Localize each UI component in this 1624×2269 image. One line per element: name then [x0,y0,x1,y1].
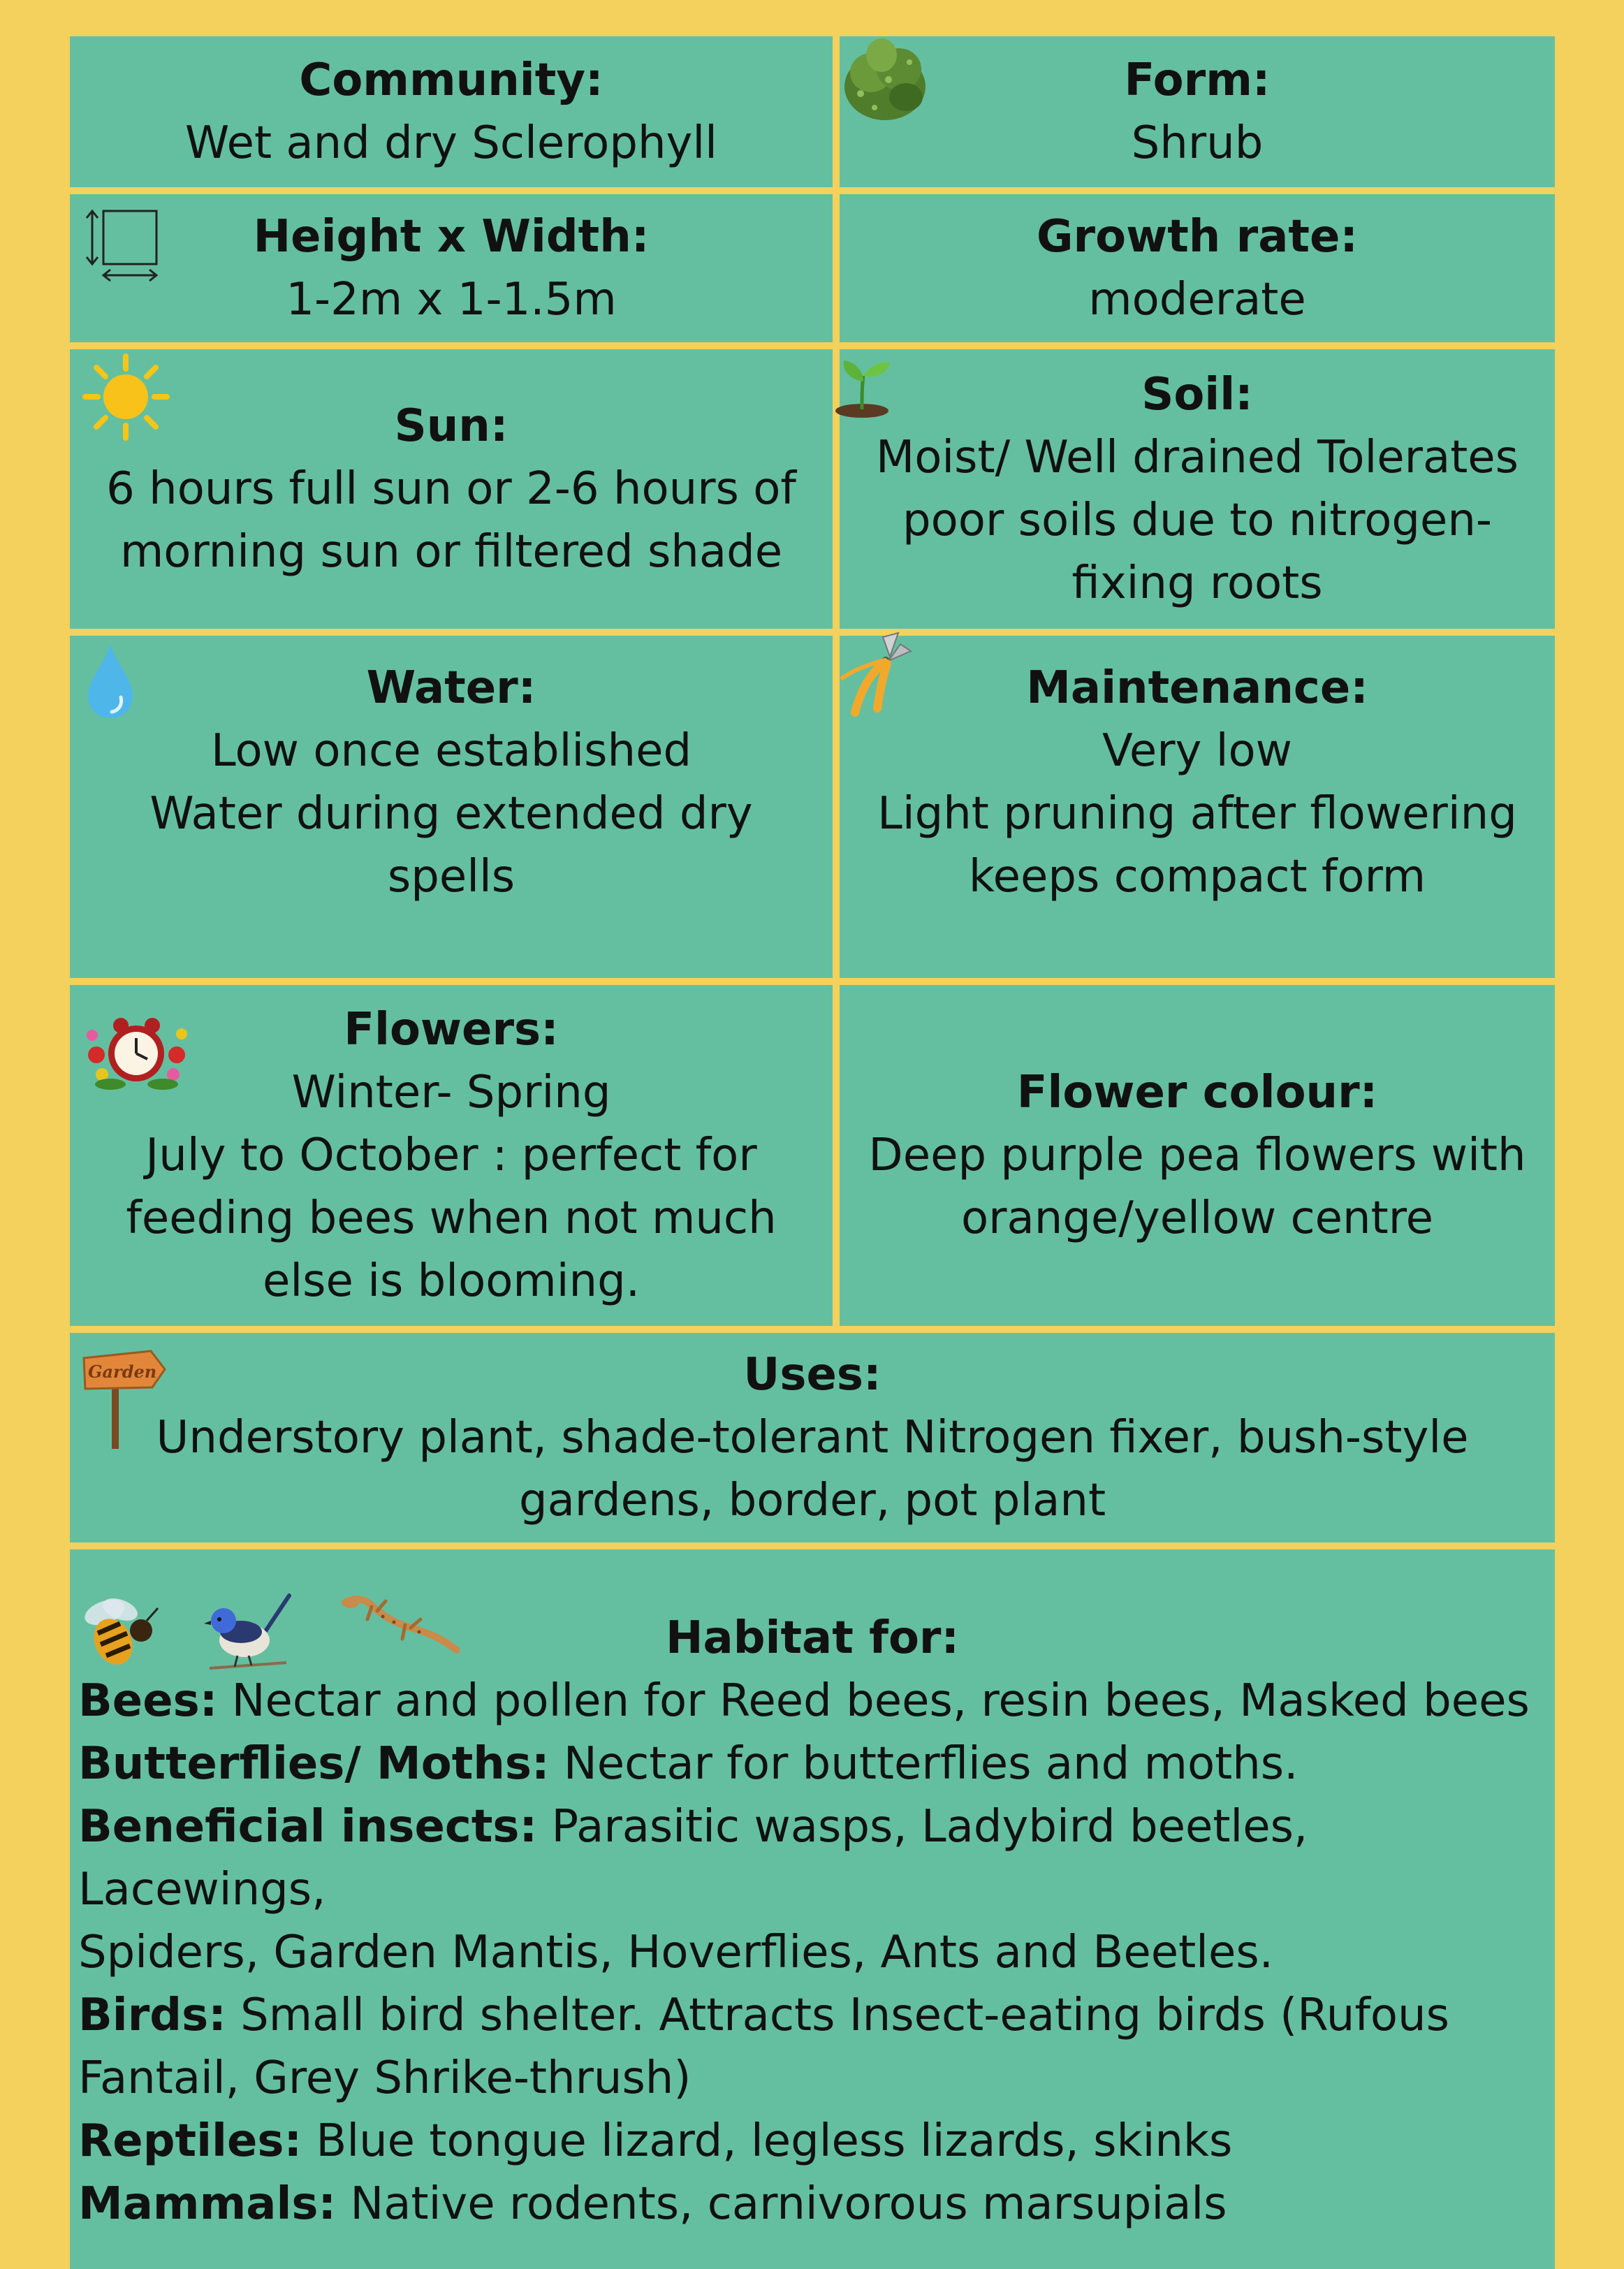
growth-value: moderate [1088,274,1306,326]
uses-heading: Uses: [743,1349,882,1401]
seedling-icon [834,355,893,418]
flower-colour-heading: Flower colour: [1016,1067,1378,1118]
soil-heading: Soil: [1141,369,1253,421]
soil-cell [840,349,1555,629]
uses-line-2: gardens, border, pot plant [518,1475,1106,1526]
soil-line-2: poor soils due to nitrogen- [902,495,1492,546]
growth-heading: Growth rate: [1037,211,1358,263]
maintenance-line-1: Very low [1102,725,1292,777]
habitat-list [70,1670,1555,2235]
flowers-cell [70,985,833,1326]
size-cell [70,194,833,342]
form-heading: Form: [1124,54,1271,106]
habitat-line: Butterflies/ Moths: Nectar for butterflies and moths. [78,1738,1299,1790]
flower-colour-line-1: Deep purple pea flowers with [868,1130,1526,1181]
pruners-icon [834,630,914,717]
alarm-clock-flowers-icon [82,1014,191,1091]
habitat-line: Fantail, Grey Shrike-thrush) [78,2052,692,2104]
water-line-3: spells [387,851,515,903]
habitat-line: Bees: Nectar and pollen for Reed bees, resin bees, Masked bees [78,1675,1530,1727]
flowers-line-2: July to October : perfect for [145,1130,757,1181]
maintenance-line-3: keeps compact form [968,851,1426,903]
water-drop-icon [82,641,138,722]
soil-line-1: Moist/ Well drained Tolerates [875,432,1519,483]
habitat-line: Spiders, Garden Mantis, Hoverflies, Ants and Beetles. [78,1927,1273,1978]
community-value: Wet and dry Sclerophyll [185,117,717,169]
flowers-line-4: else is blooming. [262,1255,641,1307]
wren-bird-icon [203,1593,293,1677]
uses-line-1: Understory plant, shade-tolerant Nitrogen fixer, bush-style [156,1412,1469,1464]
maintenance-heading: Maintenance: [1026,662,1368,714]
flower-colour-cell [840,985,1555,1326]
community-heading: Community: [299,54,603,106]
habitat-heading: Habitat for: [665,1612,960,1664]
growth-cell [840,194,1555,342]
habitat-line: Birds: Small bird shelter. Attracts Insect-eating birds (Rufous [78,1990,1449,2041]
habitat-line: Beneficial insects: Parasitic wasps, Ladybird beetles, Lacewings, [78,1801,1308,1916]
sun-cell [70,349,833,629]
bee-icon [77,1591,164,1672]
habitat-line: Mammals: Native rodents, carnivorous marsupials [78,2178,1227,2230]
water-line-2: Water during extended dry [149,788,753,840]
community-cell [70,36,833,187]
maintenance-line-2: Light pruning after flowering [877,788,1517,840]
soil-line-3: fixing roots [1071,557,1323,609]
size-value: 1-2m x 1-1.5m [286,274,617,326]
habitat-cell [70,1549,1555,2269]
size-heading: Height x Width: [253,211,650,263]
flowers-heading: Flowers: [344,1004,559,1056]
habitat-line: Reptiles: Blue tongue lizard, legless lizards, skinks [78,2115,1233,2167]
form-cell [840,36,1555,187]
shrub-icon [840,31,930,125]
water-heading: Water: [366,662,536,714]
lizard-icon [341,1590,460,1660]
maintenance-cell [840,636,1555,978]
flowers-line-3: feeding bees when not much [126,1192,777,1244]
flowers-line-1: Winter- Spring [291,1067,611,1118]
sun-icon [82,353,170,441]
form-value: Shrub [1131,117,1264,169]
sun-line-1: 6 hours full sun or 2-6 hours of [106,463,796,515]
svg-text:Garden: Garden [88,1362,157,1382]
flower-colour-line-2: orange/yellow centre [961,1192,1433,1244]
garden-sign-icon [78,1345,169,1450]
dimension-icon [82,203,163,283]
sun-line-2: morning sun or filtered shade [119,526,783,578]
uses-cell [70,1333,1555,1542]
sun-heading: Sun: [394,400,509,452]
water-cell [70,636,833,978]
water-line-1: Low once established [210,725,692,777]
